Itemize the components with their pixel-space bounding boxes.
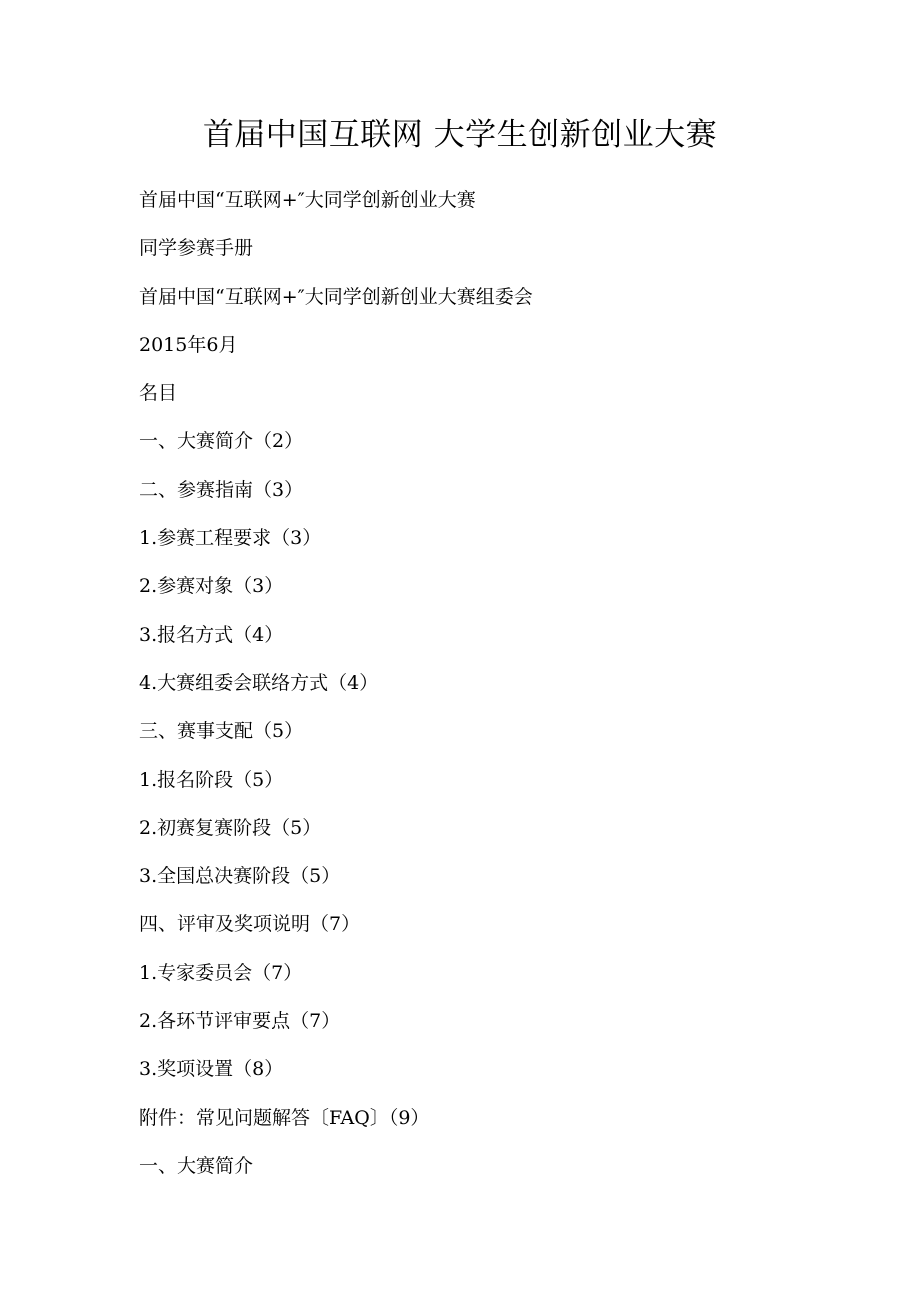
section-heading: 一、大赛简介	[139, 1154, 254, 1177]
toc-entry: 二、参赛指南（3）	[139, 478, 304, 501]
toc-entry: 3.报名方式（4）	[139, 623, 284, 646]
publication-date: 2015年6月	[139, 333, 238, 356]
toc-entry: 三、赛事支配（5）	[139, 720, 304, 743]
toc-entry: 2.参赛对象（3）	[139, 575, 284, 598]
subtitle-organizer: 首届中国“互联网+″大同学创新创业大赛组委会	[139, 285, 533, 308]
document-title: 首届中国互联网 大学生创新创业大赛	[202, 117, 718, 153]
subtitle-handbook: 同学参赛手册	[139, 237, 254, 260]
toc-entry: 一、大赛简介（2）	[139, 430, 304, 453]
subtitle-competition-name: 首届中国“互联网+″大同学创新创业大赛	[139, 189, 476, 211]
toc-entry: 1.参赛工程要求（3）	[139, 527, 322, 550]
toc-entry: 1.报名阶段（5）	[139, 768, 284, 791]
toc-entry: 3.奖项设置（8）	[139, 1058, 284, 1081]
toc-entry: 四、评审及奖项说明（7）	[139, 913, 361, 936]
document-body	[139, 182, 859, 1196]
toc-entry: 4.大赛组委会联络方式（4）	[139, 671, 379, 694]
toc-entry-appendix: 附件：常见问题解答〔FAQ〕（9）	[139, 1106, 430, 1129]
toc-heading: 名目	[139, 382, 178, 405]
toc-entry: 3.全国总决赛阶段（5）	[139, 865, 341, 888]
toc-entry: 2.初赛复赛阶段（5）	[139, 816, 322, 839]
toc-entry: 1.专家委员会（7）	[139, 961, 303, 984]
toc-entry: 2.各环节评审要点（7）	[139, 1010, 341, 1033]
